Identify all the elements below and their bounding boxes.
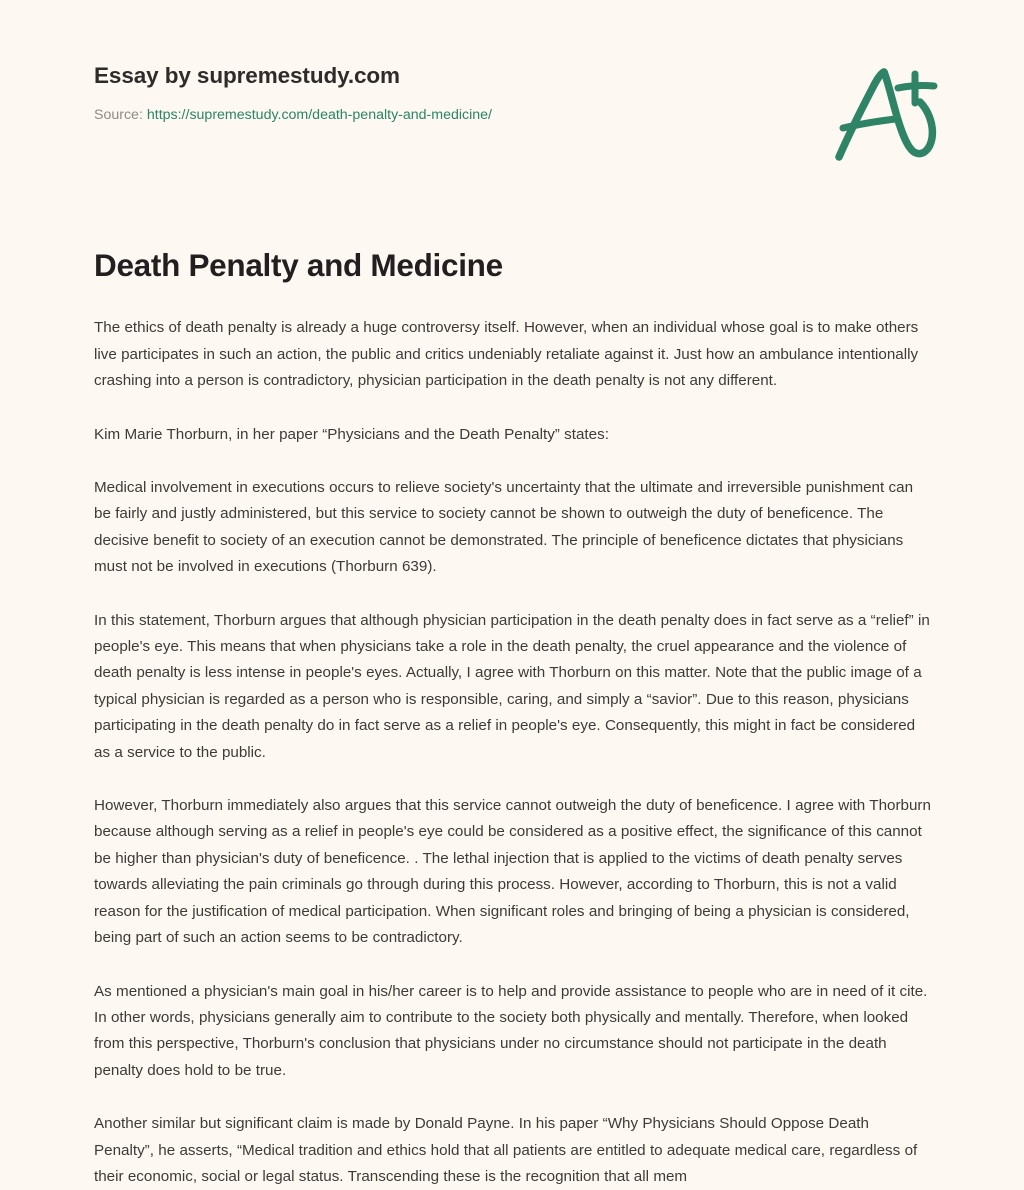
paragraph: The ethics of death penalty is already a huge controversy itself. However, when an individual whose goal is to make others live participates in such an action, the public and critics undeniably retaliate against it. Just how an ambulance intentionally crashing into a person is contradictory, physician participation in the death penalty is not any different. — [94, 319, 919, 390]
page-title: Death Penalty and Medicine — [94, 247, 503, 283]
paragraph: As mentioned a physician's main goal in his/her career is to help and provide assistance to people who are in need of it cite. In other words, physicians generally aim to contribute to the society both physically and mentally. Therefore, when looked from this perspective, Thorburn's conclusion that physicians under no circumstance should not participate in the death penalty does hold to be true. — [94, 982, 928, 1079]
essay-by-label: Essay by supremestudy.com — [94, 63, 400, 88]
source-url-link[interactable]: https://supremestudy.com/death-penalty-and-medicine/ — [146, 107, 492, 123]
paragraph: Another similar but significant claim is made by Donald Payne. In his paper “Why Physicians Should Oppose Death Penalty”, he asserts, “Medical tradition and ethics hold that all patients are entitled to adequate medical care, regardless of their economic, social or legal status. Transcending these is the recognition that all mem — [94, 1115, 918, 1185]
paragraph: Kim Marie Thorburn, in her paper “Physicians and the Death Penalty” states: — [94, 425, 609, 443]
source-line — [94, 106, 944, 124]
article-body — [94, 246, 932, 1190]
paragraph: However, Thorburn immediately also argues that this service cannot outweigh the duty of beneficence. I agree with Thorburn because although serving as a relief in people's eye could be considered as a positive effect, the significance of this cannot be higher than physician's duty of beneficence. . The lethal injection that is applied to the victims of death penalty serves towards alleviating the pain criminals go through during this process. However, according to Thorburn, this is not a valid reason for the justification of medical participation. When significant roles and bringing of being a physician is considered, being part of such an action seems to be contradictory. — [94, 797, 931, 947]
a-plus-logo-icon — [830, 62, 948, 166]
a-plus-logo-svg — [830, 62, 948, 166]
source-label: Source: — [94, 107, 143, 123]
paragraph: In this statement, Thorburn argues that although physician participation in the death penalty does in fact serve as a “relief” in people's eye. This means that when physicians take a role in the death penalty, the cruel appearance and the violence of death penalty is less intense in people's eyes. Actually, I agree with Thorburn on this matter. Note that the public image of a typical physician is regarded as a person who is responsible, caring, and simply a “savior”. Due to this reason, physicians participating in the death penalty do in fact serve as a relief in people's eye. Consequently, this might in fact be considered as a service to the public. — [94, 611, 930, 761]
paragraph: Medical involvement in executions occurs to relieve society's uncertainty that the ultimate and irreversible punishment can be fairly and justly administered, but this service to society cannot be shown to outweigh the duty of beneficence. The decisive benefit to society of an execution cannot be demonstrated. The principle of beneficence dictates that physicians must not be involved in executions (Thorburn 639). — [94, 479, 914, 576]
